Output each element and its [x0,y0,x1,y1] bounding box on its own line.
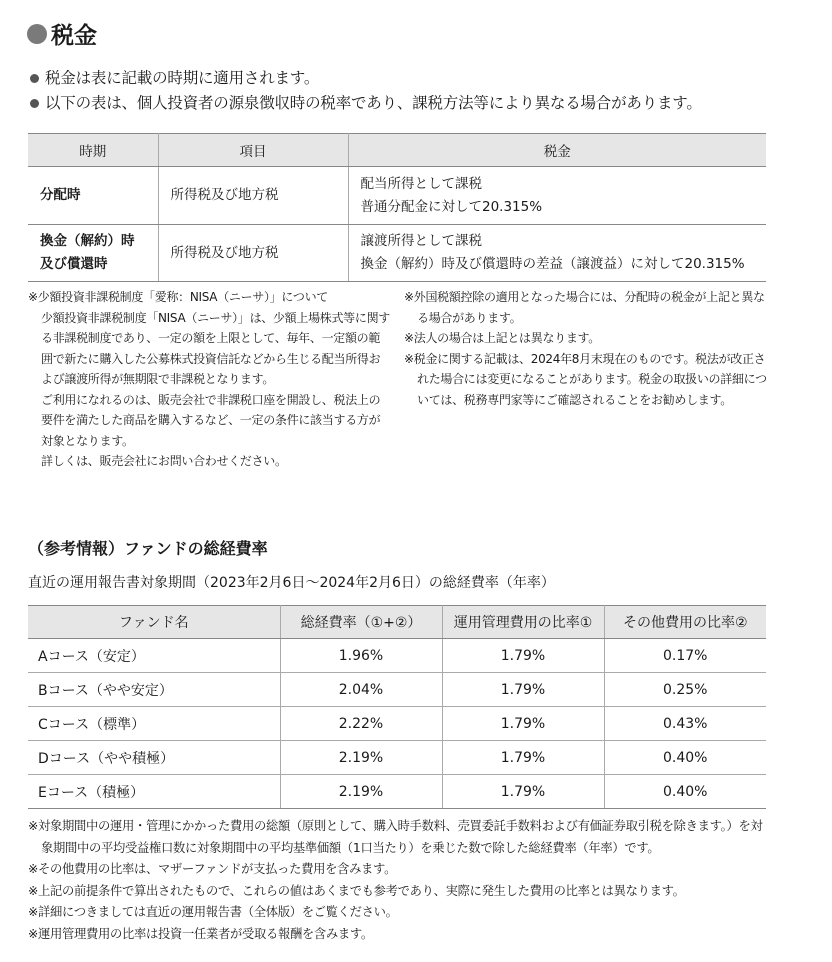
bullet-item [30,91,820,116]
table-row [28,707,766,741]
table-row [28,167,766,225]
other-ratio-cell: 0.25% [604,673,766,707]
tax-table-header-row [28,134,766,167]
total-ratio-cell: 2.04% [280,673,442,707]
column-header: 時期 [28,134,158,167]
reference-subtitle: 直近の運用報告書対象期間（2023年2月6日〜2024年2月6日）の総経費率（年率） [28,575,555,591]
fund-name-cell: Aコース（安定） [28,639,280,673]
table-row [28,225,766,282]
tax-cell [348,167,766,225]
fund-name-cell: Cコース（標準） [28,707,280,741]
nisa-paragraph: 少額投資非課税制度「NISA（ニーサ）」は、少額上場株式等に関する非課税制度であり、一定の額を上限として、毎年、一定額の範囲で新たに購入した公募株式投資信託などから生じる配当所得および譲渡所得が無期限で非課税となります。 [41,310,390,386]
tax-line: 換金（解約）時及び償還時の差益（譲渡益）に対して20.315% [360,256,745,272]
section-title-text: 税金 [51,23,97,49]
footnote: ※その他費用の比率は、マザーファンドが支払った費用を含みます。 [28,862,397,876]
tax-line: 配当所得として課税 [360,175,482,192]
item-cell: 所得税及び地方税 [158,167,348,225]
total-ratio-cell: 2.19% [280,741,442,775]
table-row [28,741,766,775]
bullet-text: 税金は表に記載の時期に適用されます。 [45,69,320,87]
nisa-paragraph: ご利用になれるのは、販売会社で非課税口座を開設し、税法上の要件を満たした商品を購入するなど、一定の条件に該当する方が対象となります。 [41,392,381,448]
footnote: ※詳細につきましては直近の運用報告書（全体版）をご覧ください。 [28,905,398,919]
nisa-paragraph: 詳しくは、販売会社にお問い合わせください。 [41,454,287,468]
column-header: その他費用の比率② [604,606,766,639]
expense-ratio-table [28,605,766,809]
nisa-heading: ※少額投資非課税制度「愛称：NISA（ニーサ）」について [28,290,328,304]
timing-cell [28,167,158,225]
tax-note: ※税金に関する記載は、2024年8月末現在のものです。税法が改正された場合には変更になることがあります。税金の取扱いの詳細については、税務専門家等にご確認されることをお勧めします。 [404,351,767,407]
tax-note: ※外国税額控除の適用となった場合には、分配時の税金が上記と異なる場合があります。 [404,290,765,325]
tax-table [28,133,766,282]
management-ratio-cell: 1.79% [442,775,604,809]
other-ratio-cell: 0.43% [604,707,766,741]
timing-cell [28,225,158,282]
table-row [28,775,766,809]
bullet-text: 以下の表は、個人投資者の源泉徴収時の税率であり、課税方法等により異なる場合があります。 [45,94,702,112]
tax-note: ※法人の場合は上記とは異なります。 [404,331,600,345]
other-ratio-cell: 0.40% [604,741,766,775]
tax-cell [348,225,766,282]
fund-name-cell: Bコース（やや安定） [28,673,280,707]
total-ratio-cell: 2.19% [280,775,442,809]
timing-label: 分配時 [40,187,81,203]
other-ratio-cell: 0.40% [604,775,766,809]
column-header: 税金 [348,134,766,167]
footnote: ※上記の前提条件で算出されたもので、これらの値はあくまでも参考であり、実際に発生した費用の比率とは異なります。 [28,883,685,898]
reference-title: （参考情報）ファンドの総経費率 [28,539,268,558]
column-header: 総経費率（①+②） [280,606,442,639]
management-ratio-cell: 1.79% [442,639,604,673]
fund-name-cell: Dコース（やや積極） [28,741,280,775]
expense-footnotes [28,816,773,945]
tax-line: 普通分配金に対して20.315% [360,198,543,215]
management-ratio-cell: 1.79% [442,741,604,775]
tax-line: 譲渡所得として課税 [360,233,482,249]
bullet-dot-icon [30,99,39,108]
footnote: ※運用管理費用の比率は投資一任業者が受取る報酬を含みます。 [28,926,373,941]
column-header: ファンド名 [28,606,280,639]
bullet-item [30,66,820,91]
title-bullet-icon [27,24,47,44]
bullet-dot-icon [30,74,39,83]
management-ratio-cell: 1.79% [442,673,604,707]
fee-table-header-row [28,606,766,639]
tax-notes [404,287,770,410]
timing-label: 及び償還時 [40,256,108,272]
total-ratio-cell: 2.22% [280,707,442,741]
footnote: ※対象期間中の運用・管理にかかった費用の総額（原則として、購入時手数料、売買委託手数料および有価証券取引税を除きます。）を対象期間中の平均受益権口数に対象期間中の平均基準価額（1口当たり）を乗じた数で除した総経費率（年率）です。 [28,819,763,855]
intro-bullets [30,66,820,116]
nisa-notes [28,287,391,472]
item-cell: 所得税及び地方税 [158,225,348,282]
section-title [27,17,97,50]
column-header: 項目 [158,134,348,167]
other-ratio-cell: 0.17% [604,639,766,673]
column-header: 運用管理費用の比率① [442,606,604,639]
total-ratio-cell: 1.96% [280,639,442,673]
table-row [28,673,766,707]
timing-label: 換金（解約）時 [40,233,135,249]
table-row [28,639,766,673]
management-ratio-cell: 1.79% [442,707,604,741]
fund-name-cell: Eコース（積極） [28,775,280,809]
